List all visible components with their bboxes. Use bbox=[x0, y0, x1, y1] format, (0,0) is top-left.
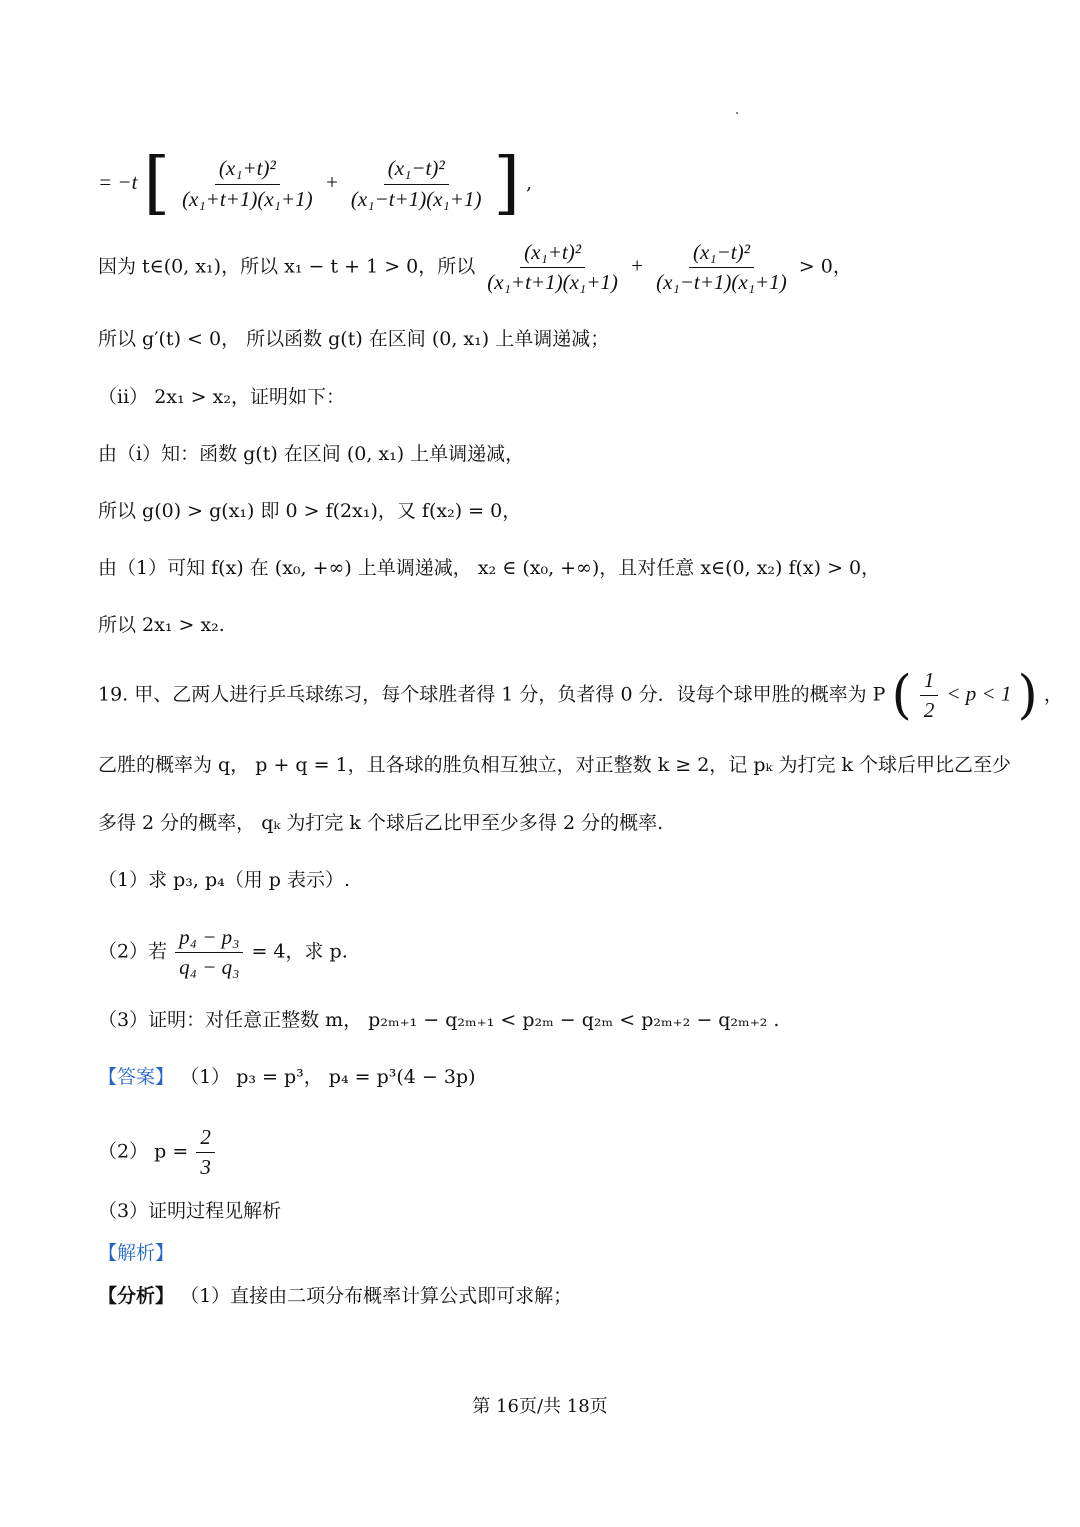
answer-line-2 bbox=[98, 1125, 217, 1180]
plus-sign: + bbox=[629, 253, 645, 278]
right-bracket: ] bbox=[493, 144, 521, 223]
left-paren: ( bbox=[891, 665, 912, 726]
half-numerator: 1 bbox=[920, 668, 939, 696]
two-thirds-denominator: 3 bbox=[200, 1155, 211, 1180]
question-19-line-2: 乙胜的概率为 q， p + q = 1，且各球的胜负相互独立，对正整数 k ≥ 2，记 pₖ 为打完 k 个球后甲比乙至少 bbox=[98, 754, 1012, 776]
fenxi-text: （1）直接由二项分布概率计算公式即可求解； bbox=[180, 1285, 573, 1307]
text-line-8: 所以 2x₁ > x₂. bbox=[98, 614, 225, 636]
p-range: < p < 1 bbox=[946, 681, 1012, 706]
scan-dot bbox=[736, 112, 738, 114]
fraction-3-numerator: (x₁+t)² bbox=[520, 240, 585, 268]
fenxi-line bbox=[98, 1285, 572, 1308]
text-line-3: 所以 g′(t) < 0， 所以函数 g(t) 在区间 (0, x₁) 上单调递减； bbox=[98, 328, 610, 350]
question-19-part-1: （1）求 p₃, p₄（用 p 表示）. bbox=[98, 869, 351, 891]
answer-line-3: （3）证明过程见解析 bbox=[98, 1200, 282, 1222]
text-line-6: 所以 g(0) > g(x₁) 即 0 > f(2x₁)，又 f(x₂) = 0， bbox=[98, 500, 522, 522]
text-line-7: 由（1）可知 f(x) 在 (x₀, +∞) 上单调递减， x₂ ∈ (x₀, +∞)，且对任意 x∈(0, x₂) f(x) > 0， bbox=[98, 557, 881, 579]
fraction-1 bbox=[178, 156, 317, 211]
expression-line-1 bbox=[98, 144, 533, 223]
expression-line-2 bbox=[98, 240, 852, 295]
ratio-fraction bbox=[175, 925, 243, 980]
question-19-part-2 bbox=[98, 925, 348, 980]
jiexi-heading bbox=[98, 1242, 174, 1265]
ratio-denominator: q₄ − q₃ bbox=[179, 955, 240, 980]
question-19-part-3: （3）证明：对任意正整数 m， p₂ₘ₊₁ − q₂ₘ₊₁ < p₂ₘ − q₂ₘ < p₂ₘ₊₂ − q₂ₘ₊₂ . bbox=[98, 1009, 780, 1031]
ratio-numerator: p₄ − p₃ bbox=[175, 925, 243, 953]
text-line-4: （ii） 2x₁ > x₂，证明如下： bbox=[98, 386, 345, 408]
fraction-3-denominator: (x₁+t+1)(x₁+1) bbox=[487, 270, 618, 295]
fraction-2 bbox=[347, 156, 486, 211]
half-fraction bbox=[920, 668, 939, 723]
text-line-5: 由（i）知：函数 g(t) 在区间 (0, x₁) 上单调递减， bbox=[98, 443, 525, 465]
answer-1: （1） p₃ = p³， p₄ = p³(4 − 3p) bbox=[180, 1066, 476, 1088]
fraction-2-denominator: (x₁−t+1)(x₁+1) bbox=[350, 186, 482, 211]
fraction-2-numerator: (x₁−t)² bbox=[384, 156, 449, 184]
answer-2-label: （2） p = bbox=[98, 1140, 189, 1163]
fraction-1-numerator: (x₁+t)² bbox=[215, 156, 280, 184]
comma: , bbox=[526, 172, 533, 194]
left-bracket: [ bbox=[143, 144, 171, 223]
answer-label: 【答案】 bbox=[98, 1066, 175, 1088]
fraction-3 bbox=[483, 240, 622, 295]
plus-sign: + bbox=[324, 170, 339, 194]
line-2-text: 因为 t∈(0, x₁)，所以 x₁ − t + 1 > 0，所以 bbox=[98, 255, 476, 278]
jiexi-label: 【解析】 bbox=[98, 1242, 175, 1264]
fraction-1-denominator: (x₁+t+1)(x₁+1) bbox=[182, 186, 313, 211]
line-2-end: > 0， bbox=[798, 255, 852, 278]
part-2-end: = 4，求 p. bbox=[251, 940, 348, 963]
question-19-line-3: 多得 2 分的概率， qₖ 为打完 k 个球后乙比甲至少多得 2 分的概率. bbox=[98, 812, 664, 834]
comma: ， bbox=[1043, 683, 1063, 706]
two-thirds-numerator: 2 bbox=[196, 1125, 215, 1153]
fraction-4-numerator: (x₁−t)² bbox=[689, 240, 754, 268]
right-paren: ) bbox=[1017, 665, 1038, 726]
part-2-label: （2）若 bbox=[98, 940, 168, 963]
fenxi-label: 【分析】 bbox=[98, 1285, 175, 1307]
answer-line-1 bbox=[98, 1066, 476, 1089]
half-denominator: 2 bbox=[923, 698, 935, 723]
two-thirds-fraction bbox=[196, 1125, 215, 1180]
neg-t: = −t bbox=[98, 170, 138, 194]
fraction-4-denominator: (x₁−t+1)(x₁+1) bbox=[656, 270, 787, 295]
question-19-line-1 bbox=[98, 665, 1063, 726]
question-19-text: 19. 甲、乙两人进行乒乓球练习，每个球胜者得 1 分，负者得 0 分．设每个球甲胜的概率为 P bbox=[98, 683, 886, 706]
page-footer: 第 16页/共 18页 bbox=[472, 1396, 608, 1417]
fraction-4 bbox=[652, 240, 791, 295]
